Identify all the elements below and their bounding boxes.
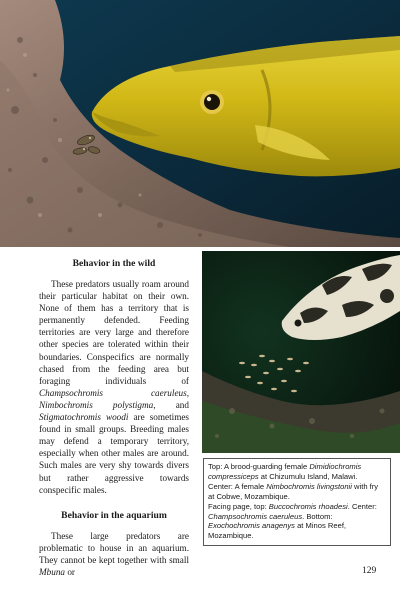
body-text-column [39, 258, 189, 578]
section-heading-aquarium: Behavior in the aquarium [61, 509, 167, 521]
top-photo-brood-guarding-fish [0, 0, 400, 247]
paragraph-behavior-aquarium: These large predators are problematic to house in an aquarium. They cannot be kept together with small Mbuna or [39, 530, 189, 577]
paragraph-behavior-wild: These predators usually roam around their particular habitat on their own. None of them has a territory that is permanently defended. Feeding territories are very large and therefore other species are tolerated within their boundaries. Conspecifics are normally chased from the feeding area but foraging individuals of Champsochromis caeruleus, Nimbochromis polystigma, and Stigmatochromis woodi are sometimes found in small groups. Breeding males may defend a temporary territory, especially when other males are around. Such males are very shy towards divers but rather aggressive towards conspecific males. [39, 279, 189, 495]
section-heading-wild: Behavior in the wild [72, 258, 156, 269]
right-photo-fish-with-fry [202, 251, 400, 453]
caption-facing-page: Facing page, top: Buccochromis rhoadesi. Center: Champsochromis caeruleus. Bottom: Exochochromis anagenys at Minos Reef, Mozambique. [208, 501, 377, 541]
photo-caption-box [203, 458, 391, 546]
caption-center: Center: A female Nimbochromis livingstonii with fry at Cobwe, Mozambique. [208, 481, 379, 501]
page-number: 129 [362, 566, 377, 576]
caption-top: Top: A brood-guarding female Dimidiochromis compressiceps at Chizumulu Island, Malawi. [208, 462, 362, 481]
